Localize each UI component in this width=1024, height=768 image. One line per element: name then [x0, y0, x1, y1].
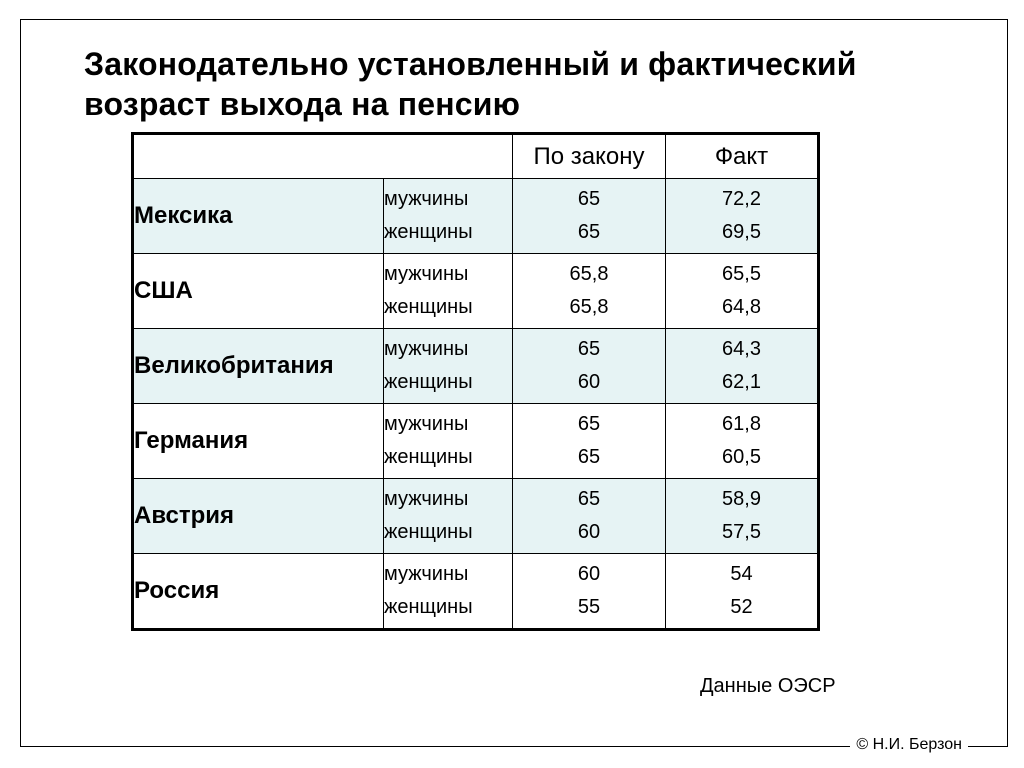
sex-labels — [384, 554, 513, 630]
sex-labels — [384, 329, 513, 404]
retirement-age-table — [131, 132, 820, 631]
actual-men: 64,3 — [722, 338, 761, 360]
actual-men: 65,5 — [722, 263, 761, 285]
actual-values — [666, 254, 819, 329]
actual-women: 64,8 — [722, 296, 761, 318]
country-name: Германия — [133, 404, 384, 479]
actual-women: 57,5 — [722, 521, 761, 543]
copyright-note: © Н.И. Берзон — [850, 736, 968, 754]
by-law-values — [513, 179, 666, 254]
by-law-women: 55 — [577, 596, 601, 618]
actual-women: 62,1 — [722, 371, 761, 393]
by-law-values — [513, 254, 666, 329]
by-law-values — [513, 554, 666, 630]
men-label: мужчины — [384, 488, 469, 510]
by-law-men: 65 — [577, 413, 601, 435]
men-label: мужчины — [384, 563, 469, 585]
table-row — [133, 254, 819, 329]
country-name: США — [133, 254, 384, 329]
by-law-values — [513, 329, 666, 404]
sex-labels — [384, 179, 513, 254]
header-actual: Факт — [666, 134, 819, 179]
by-law-men: 60 — [577, 563, 601, 585]
actual-women: 52 — [730, 596, 753, 618]
by-law-men: 65 — [577, 488, 601, 510]
table-row — [133, 179, 819, 254]
actual-men: 58,9 — [722, 488, 761, 510]
sex-labels — [384, 479, 513, 554]
table-row — [133, 404, 819, 479]
country-name: Мексика — [133, 179, 384, 254]
by-law-values — [513, 479, 666, 554]
title-line-2: возраст выхода на пенсию — [84, 86, 521, 122]
by-law-women: 60 — [577, 521, 601, 543]
men-label: мужчины — [384, 413, 469, 435]
by-law-women: 65 — [577, 446, 601, 468]
country-name: Россия — [133, 554, 384, 630]
actual-values — [666, 479, 819, 554]
actual-men: 54 — [730, 563, 753, 585]
by-law-values — [513, 404, 666, 479]
country-name: Австрия — [133, 479, 384, 554]
table-row — [133, 329, 819, 404]
men-label: мужчины — [384, 188, 469, 210]
table-row — [133, 479, 819, 554]
actual-women: 60,5 — [722, 446, 761, 468]
title-line-1: Законодательно установленный и фактический — [84, 46, 857, 82]
actual-men: 61,8 — [722, 413, 761, 435]
by-law-men: 65 — [577, 188, 601, 210]
men-label: мужчины — [384, 263, 469, 285]
table-header-row — [133, 134, 819, 179]
women-label: женщины — [384, 446, 473, 468]
men-label: мужчины — [384, 338, 469, 360]
sex-labels — [384, 404, 513, 479]
actual-values — [666, 179, 819, 254]
by-law-women: 60 — [577, 371, 601, 393]
sex-labels — [384, 254, 513, 329]
actual-men: 72,2 — [722, 188, 761, 210]
actual-values — [666, 329, 819, 404]
header-by-law: По закону — [513, 134, 666, 179]
women-label: женщины — [384, 596, 473, 618]
country-name: Великобритания — [133, 329, 384, 404]
by-law-men: 65 — [577, 338, 601, 360]
slide-title — [84, 44, 964, 124]
header-blank-cell — [133, 134, 513, 179]
table-row — [133, 554, 819, 630]
actual-values — [666, 554, 819, 630]
actual-values — [666, 404, 819, 479]
source-note: Данные ОЭСР — [700, 675, 836, 697]
women-label: женщины — [384, 371, 473, 393]
women-label: женщины — [384, 221, 473, 243]
women-label: женщины — [384, 521, 473, 543]
women-label: женщины — [384, 296, 473, 318]
actual-women: 69,5 — [722, 221, 761, 243]
by-law-women: 65 — [577, 221, 601, 243]
by-law-men: 65,8 — [569, 263, 609, 285]
by-law-women: 65,8 — [569, 296, 609, 318]
